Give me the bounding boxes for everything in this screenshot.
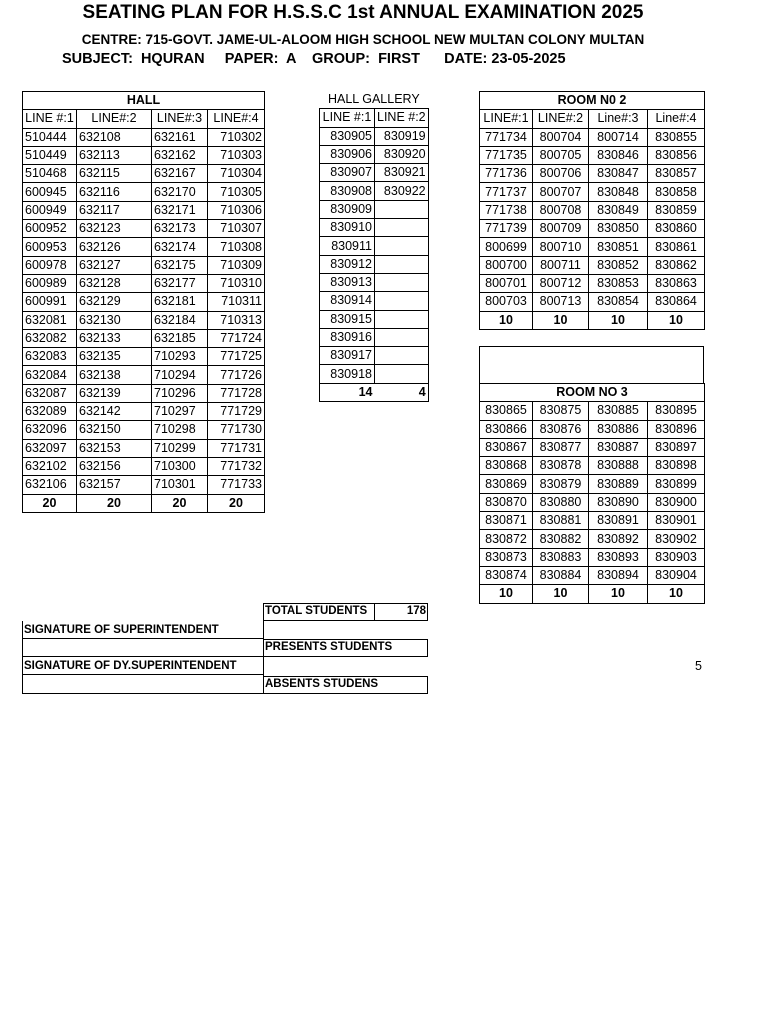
cell: 632175 [152, 256, 208, 274]
totals-row [23, 494, 265, 512]
total-cell: 10 [480, 311, 533, 329]
cell: 632170 [152, 183, 208, 201]
cell: 830899 [648, 475, 705, 493]
total-cell: 10 [648, 585, 705, 603]
total-cell: 10 [648, 311, 705, 329]
total-cell: 20 [208, 494, 265, 512]
presents-label: PRESENTS STUDENTS [265, 641, 393, 653]
cell: 830904 [648, 566, 705, 584]
cell: 600949 [23, 201, 77, 219]
cell: LINE #:1 [320, 109, 375, 127]
cell: 830912 [320, 255, 375, 273]
cell: 830906 [320, 145, 375, 163]
cell: 830885 [589, 402, 648, 420]
cell: 830903 [648, 548, 705, 566]
totals-row [320, 383, 429, 401]
room3-title: ROOM NO 3 [480, 384, 705, 402]
page-title: SEATING PLAN FOR H.S.S.C 1st ANNUAL EXAMINATION 2025 [82, 2, 644, 23]
table-row [320, 365, 429, 383]
cell: 632126 [77, 238, 152, 256]
table-row [480, 402, 705, 420]
total-cell: 20 [23, 494, 77, 512]
cell: 800701 [480, 274, 533, 292]
total-cell: 10 [480, 585, 533, 603]
cell: 710303 [208, 146, 265, 164]
cell: 830890 [589, 493, 648, 511]
cell: 710307 [208, 220, 265, 238]
cell: 632177 [152, 274, 208, 292]
cell: 710311 [208, 293, 265, 311]
cell: 800714 [589, 128, 648, 146]
cell: 510449 [23, 146, 77, 164]
table-row [23, 183, 265, 201]
cell: 710301 [152, 476, 208, 494]
table-row [23, 311, 265, 329]
table-row [23, 403, 265, 421]
cell: 710298 [152, 421, 208, 439]
cell: 600978 [23, 256, 77, 274]
cell: 830848 [589, 183, 648, 201]
cell: 830882 [533, 530, 589, 548]
cell: 632117 [77, 201, 152, 219]
cell: 830880 [533, 493, 589, 511]
total-cell: 10 [589, 311, 648, 329]
cell: 771729 [208, 403, 265, 421]
cell: 632184 [152, 311, 208, 329]
cell: 830879 [533, 475, 589, 493]
table-row [320, 200, 429, 218]
cell: 830854 [589, 293, 648, 311]
cell: 800705 [533, 146, 589, 164]
cell: 632173 [152, 220, 208, 238]
table-row [23, 348, 265, 366]
table-row [480, 530, 705, 548]
cell: 632153 [77, 439, 152, 457]
cell: 710309 [208, 256, 265, 274]
table-row [23, 421, 265, 439]
cell: 830889 [589, 475, 648, 493]
cell: 830873 [480, 548, 533, 566]
table-row [23, 457, 265, 475]
table-row [480, 548, 705, 566]
cell: 632161 [152, 128, 208, 146]
cell: 510468 [23, 165, 77, 183]
page-number: 5 [695, 659, 702, 673]
cell: 830859 [648, 201, 705, 219]
cell: 771731 [208, 439, 265, 457]
cell: Line#:3 [589, 110, 648, 128]
cell: 710293 [152, 348, 208, 366]
table-row [23, 238, 265, 256]
cell: 632185 [152, 329, 208, 347]
cell: 632106 [23, 476, 77, 494]
cell: 800713 [533, 293, 589, 311]
cell: 830862 [648, 256, 705, 274]
cell: 632082 [23, 329, 77, 347]
cell: 830922 [375, 182, 429, 200]
cell: 632142 [77, 403, 152, 421]
cell: 830855 [648, 128, 705, 146]
table-row [320, 164, 429, 182]
cell: 771725 [208, 348, 265, 366]
cell: 830913 [320, 273, 375, 291]
cell: 830916 [320, 328, 375, 346]
dy-superintendent-label: SIGNATURE OF DY.SUPERINTENDENT [24, 660, 237, 672]
table-row [480, 420, 705, 438]
cell: 632129 [77, 293, 152, 311]
subject-line: SUBJECT: HQURAN PAPER: A GROUP: FIRST DATE: 23-05-2025 [62, 51, 566, 67]
total-cell: 4 [375, 383, 429, 401]
cell: 771734 [480, 128, 533, 146]
table-row [320, 292, 429, 310]
table-row [23, 476, 265, 494]
cell: 710308 [208, 238, 265, 256]
cell: 830846 [589, 146, 648, 164]
cell [375, 219, 429, 237]
cell: 830868 [480, 457, 533, 475]
cell: 830875 [533, 402, 589, 420]
cell [375, 310, 429, 328]
cell: 632156 [77, 457, 152, 475]
table-row [480, 201, 705, 219]
table-row [23, 201, 265, 219]
table-row [480, 238, 705, 256]
cell: 632127 [77, 256, 152, 274]
cell: 830907 [320, 164, 375, 182]
table-row [320, 255, 429, 273]
cell: LINE#:2 [77, 110, 152, 128]
cell: 510444 [23, 128, 77, 146]
cell: 800706 [533, 165, 589, 183]
cell: 710313 [208, 311, 265, 329]
total-cell: 20 [152, 494, 208, 512]
cell: 632096 [23, 421, 77, 439]
table-row [320, 273, 429, 291]
cell: 632139 [77, 384, 152, 402]
table-row [23, 329, 265, 347]
gallery-title: HALL GALLERY [327, 92, 420, 107]
cell: 830857 [648, 165, 705, 183]
cell: 830892 [589, 530, 648, 548]
cell: 600991 [23, 293, 77, 311]
cell: 800711 [533, 256, 589, 274]
cell: 710297 [152, 403, 208, 421]
dy-superintendent-sign-row [22, 675, 264, 694]
cell [375, 328, 429, 346]
cell: 830888 [589, 457, 648, 475]
cell: 830876 [533, 420, 589, 438]
cell: 632150 [77, 421, 152, 439]
cell: 830852 [589, 256, 648, 274]
table-row [23, 439, 265, 457]
cell: 830878 [533, 457, 589, 475]
table-row [23, 165, 265, 183]
cell: 771736 [480, 165, 533, 183]
cell: 830861 [648, 238, 705, 256]
cell: 830921 [375, 164, 429, 182]
cell: 830866 [480, 420, 533, 438]
table-row [480, 438, 705, 456]
table-row [320, 347, 429, 365]
gallery-table [319, 91, 429, 402]
table-row [480, 146, 705, 164]
cell: 830898 [648, 457, 705, 475]
table-row [480, 183, 705, 201]
table-row [320, 328, 429, 346]
cell: 800710 [533, 238, 589, 256]
cell: 771726 [208, 366, 265, 384]
cell: LINE#:2 [533, 110, 589, 128]
cell: 830858 [648, 183, 705, 201]
cell: 830914 [320, 292, 375, 310]
cell: 830867 [480, 438, 533, 456]
cell [375, 237, 429, 255]
cell: 710296 [152, 384, 208, 402]
cell: 830871 [480, 512, 533, 530]
cell: 710305 [208, 183, 265, 201]
cell: 600952 [23, 220, 77, 238]
cell: 632167 [152, 165, 208, 183]
table-row [320, 182, 429, 200]
cell: 830863 [648, 274, 705, 292]
cell: 830897 [648, 438, 705, 456]
cell: 830900 [648, 493, 705, 511]
table-row [480, 165, 705, 183]
table-row [23, 220, 265, 238]
cell: 771732 [208, 457, 265, 475]
cell: 830896 [648, 420, 705, 438]
cell: 830909 [320, 200, 375, 218]
total-cell: 10 [589, 585, 648, 603]
table-row [23, 293, 265, 311]
cell: 632138 [77, 366, 152, 384]
cell: 830919 [375, 127, 429, 145]
cell: 800703 [480, 293, 533, 311]
cell: 632102 [23, 457, 77, 475]
cell: 632083 [23, 348, 77, 366]
cell: 710304 [208, 165, 265, 183]
cell: 830850 [589, 220, 648, 238]
table-row [480, 493, 705, 511]
cell: 710302 [208, 128, 265, 146]
cell: LINE#:4 [208, 110, 265, 128]
cell: LINE#:3 [152, 110, 208, 128]
cell: 800709 [533, 220, 589, 238]
cell: 830881 [533, 512, 589, 530]
table-row [480, 293, 705, 311]
cell: 830877 [533, 438, 589, 456]
table-row [320, 127, 429, 145]
cell: 830917 [320, 347, 375, 365]
cell: 830864 [648, 293, 705, 311]
cell: 830893 [589, 548, 648, 566]
total-cell: 10 [533, 585, 589, 603]
cell: 830905 [320, 127, 375, 145]
table-row [480, 220, 705, 238]
table-row [23, 128, 265, 146]
cell: 830895 [648, 402, 705, 420]
cell: 632157 [77, 476, 152, 494]
room2-title: ROOM N0 2 [480, 92, 705, 110]
hall-title: HALL [23, 92, 265, 110]
cell: 632115 [77, 165, 152, 183]
total-cell: 10 [533, 311, 589, 329]
cell: 632084 [23, 366, 77, 384]
cell: 632162 [152, 146, 208, 164]
cell: 632130 [77, 311, 152, 329]
table-row [480, 566, 705, 584]
cell: 830887 [589, 438, 648, 456]
cell [375, 347, 429, 365]
table-row [480, 512, 705, 530]
cell: 830901 [648, 512, 705, 530]
cell: 632081 [23, 311, 77, 329]
cell: 632108 [77, 128, 152, 146]
cell: 830884 [533, 566, 589, 584]
cell: 632128 [77, 274, 152, 292]
cell: 800704 [533, 128, 589, 146]
table-row [480, 457, 705, 475]
cell: 771737 [480, 183, 533, 201]
cell: 800708 [533, 201, 589, 219]
header-row [320, 109, 429, 127]
cell: 600945 [23, 183, 77, 201]
cell: 830856 [648, 146, 705, 164]
cell: 830860 [648, 220, 705, 238]
cell: 830911 [320, 237, 375, 255]
table-row [480, 256, 705, 274]
cell: 632174 [152, 238, 208, 256]
superintendent-sign-row [22, 639, 264, 657]
cell: 632087 [23, 384, 77, 402]
table-row [320, 310, 429, 328]
cell: 830920 [375, 145, 429, 163]
cell [375, 273, 429, 291]
cell: 632133 [77, 329, 152, 347]
total-cell: 20 [77, 494, 152, 512]
cell: 830849 [589, 201, 648, 219]
table-row [23, 366, 265, 384]
cell [375, 255, 429, 273]
room3-empty-box [479, 346, 704, 384]
header-row [480, 110, 705, 128]
cell: 830891 [589, 512, 648, 530]
cell: 632171 [152, 201, 208, 219]
cell [375, 200, 429, 218]
cell: 710300 [152, 457, 208, 475]
cell: 632097 [23, 439, 77, 457]
cell: 830883 [533, 548, 589, 566]
cell: 632181 [152, 293, 208, 311]
cell: LINE #:1 [23, 110, 77, 128]
cell: 830870 [480, 493, 533, 511]
cell: 800699 [480, 238, 533, 256]
cell: 600989 [23, 274, 77, 292]
cell: 632116 [77, 183, 152, 201]
cell: LINE #:2 [375, 109, 429, 127]
table-row [23, 256, 265, 274]
cell: 710306 [208, 201, 265, 219]
cell: 830853 [589, 274, 648, 292]
cell: 800707 [533, 183, 589, 201]
cell: 632089 [23, 403, 77, 421]
total-divider [374, 603, 375, 621]
room3-table [479, 383, 705, 604]
cell: 830847 [589, 165, 648, 183]
cell: 710294 [152, 366, 208, 384]
absents-label: ABSENTS STUDENS [265, 678, 379, 690]
cell: LINE#:1 [480, 110, 533, 128]
table-row [480, 274, 705, 292]
cell: 771733 [208, 476, 265, 494]
total-students-value: 178 [406, 605, 426, 617]
table-row [23, 146, 265, 164]
cell: 830915 [320, 310, 375, 328]
cell [375, 292, 429, 310]
table-row [320, 237, 429, 255]
total-students-label: TOTAL STUDENTS [265, 605, 368, 617]
cell: 830902 [648, 530, 705, 548]
table-row [480, 475, 705, 493]
cell: 710310 [208, 274, 265, 292]
hall-table [22, 91, 265, 513]
cell: 830918 [320, 365, 375, 383]
cell: 830910 [320, 219, 375, 237]
cell: 632123 [77, 220, 152, 238]
cell: 632113 [77, 146, 152, 164]
table-row [23, 384, 265, 402]
cell: 830874 [480, 566, 533, 584]
cell: 800700 [480, 256, 533, 274]
cell: 632135 [77, 348, 152, 366]
centre-line: CENTRE: 715-GOVT. JAME-UL-ALOOM HIGH SCHOOL NEW MULTAN COLONY MULTAN [81, 32, 645, 47]
cell: 830851 [589, 238, 648, 256]
cell [375, 365, 429, 383]
totals-row [480, 585, 705, 603]
cell: 830869 [480, 475, 533, 493]
cell: 771728 [208, 384, 265, 402]
cell: 710299 [152, 439, 208, 457]
cell: 830886 [589, 420, 648, 438]
table-row [23, 274, 265, 292]
room2-table [479, 91, 705, 330]
superintendent-label: SIGNATURE OF SUPERINTENDENT [24, 624, 219, 636]
table-row [480, 128, 705, 146]
cell: 800712 [533, 274, 589, 292]
table-row [320, 219, 429, 237]
cell: 771735 [480, 146, 533, 164]
cell: 771738 [480, 201, 533, 219]
cell: 771739 [480, 220, 533, 238]
total-cell: 14 [320, 383, 375, 401]
cell: Line#:4 [648, 110, 705, 128]
totals-row [480, 311, 705, 329]
cell: 771724 [208, 329, 265, 347]
cell: 830872 [480, 530, 533, 548]
table-row [320, 145, 429, 163]
cell: 830865 [480, 402, 533, 420]
cell: 771730 [208, 421, 265, 439]
cell: 830894 [589, 566, 648, 584]
header-row [23, 110, 265, 128]
cell: 600953 [23, 238, 77, 256]
cell: 830908 [320, 182, 375, 200]
